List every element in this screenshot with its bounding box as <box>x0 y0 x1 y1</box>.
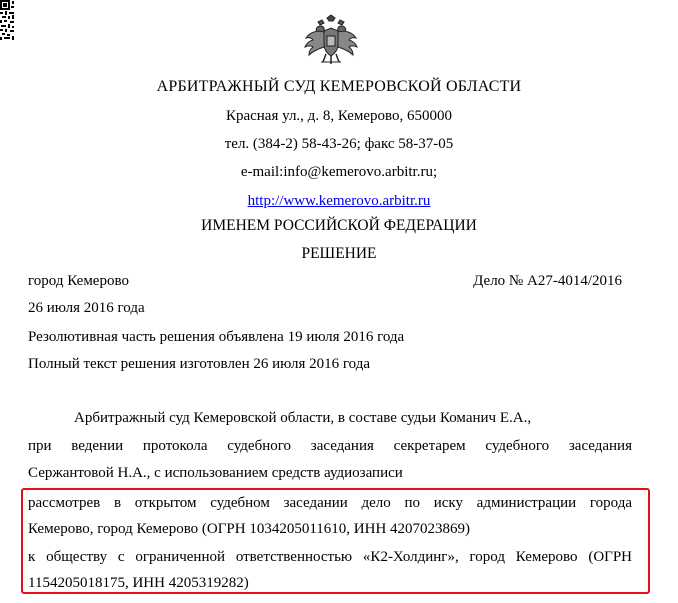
body-line-4: рассмотрев в открытом судебном заседании дело по иску администрации города <box>28 495 632 511</box>
body-line-7: 1154205018175, ИНН 4205319282) <box>28 575 249 591</box>
website-link[interactable]: http://www.kemerovo.arbitr.ru <box>247 193 431 209</box>
court-address: Красная ул., д. 8, Кемерово, 650000 <box>225 108 453 124</box>
case-number: Дело № А27-4014/2016 <box>473 273 622 289</box>
court-phone: тел. (384-2) 58-43-26; факс 58-37-05 <box>224 136 454 152</box>
court-website <box>0 191 678 211</box>
body-line-2: при ведении протокола судебного заседания секретарем судебного заседания <box>28 438 632 454</box>
court-email: e-mail:info@kemerovo.arbitr.ru; <box>240 164 438 180</box>
body-line-3: Сержантовой Н.А., с использованием средств аудиозаписи <box>28 465 403 481</box>
qr-code-icon <box>0 0 14 40</box>
coat-of-arms-icon <box>303 14 359 66</box>
full-text-date: Полный текст решения изготовлен 26 июля 2016 года <box>28 356 370 372</box>
resolution-announcement: Резолютивная часть решения объявлена 19 июля 2016 года <box>28 329 405 345</box>
body-line-5: Кемерово, город Кемерово (ОГРН 1034205011610, ИНН 4207023869) <box>28 521 471 537</box>
body-line-1: Арбитражный суд Кемеровской области, в составе судьи Команич Е.А., <box>74 410 532 426</box>
body-line-6: к обществу с ограниченной ответственностью «К2-Холдинг», город Кемерово (ОГРН <box>28 549 632 565</box>
city-label: город Кемерово <box>28 273 129 289</box>
court-name: АРБИТРАЖНЫЙ СУД КЕМЕРОВСКОЙ ОБЛАСТИ <box>156 78 522 95</box>
highlight-box <box>21 488 650 594</box>
in-name-heading: ИМЕНЕМ РОССИЙСКОЙ ФЕДЕРАЦИИ <box>201 217 477 234</box>
decision-heading: РЕШЕНИЕ <box>301 245 377 262</box>
decision-date: 26 июля 2016 года <box>28 300 145 316</box>
